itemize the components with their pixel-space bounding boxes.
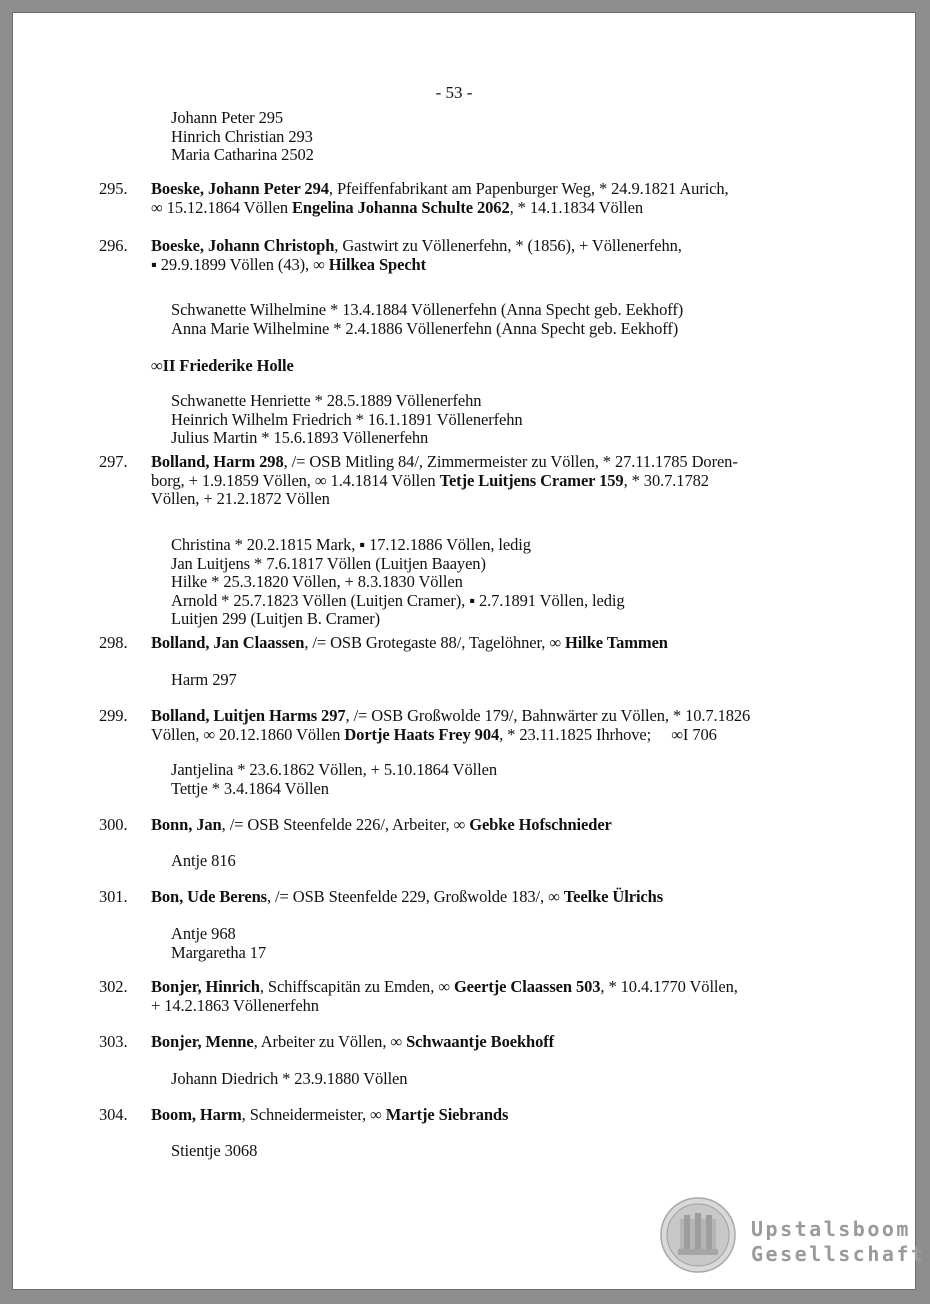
person-name: Boom, Harm (151, 1105, 242, 1124)
person-name: Bonjer, Hinrich (151, 977, 260, 996)
entry-number: 302. (99, 977, 128, 996)
entry-detail: , /= OSB Steenfelde 229, Großwolde 183/, ∞ (267, 887, 564, 906)
spouse-name: Tetje Luitjens Cramer 159 (439, 470, 624, 490)
spouse-name: Friederike Holle (179, 356, 294, 375)
document-page (13, 13, 926, 1289)
child-entry: Christina * 20.2.1815 Mark, ▪ 17.12.1886 Völlen, ledig (171, 535, 531, 554)
child-entry: Luitjen 299 (Luitjen B. Cramer) (171, 609, 381, 628)
entry-detail: ∞ 15.12.1864 Völlen (151, 197, 292, 217)
entry-number: 295. (99, 179, 128, 198)
entry-detail: Völlen, ∞ 20.12.1860 Völlen (151, 724, 345, 744)
child-entry: Hilke * 25.3.1820 Völlen, + 8.3.1830 Völlen (171, 572, 463, 591)
entry-detail: , /= OSB Mitling 84/, Zimmermeister zu Völlen, * 27.11.1785 Doren- (283, 452, 738, 471)
person-name: Bonjer, Menne (151, 1032, 254, 1051)
child-entry: Anna Marie Wilhelmine * 2.4.1886 Völlenerfehn (Anna Specht geb. Eekhoff) (171, 318, 679, 338)
entry-number: 301. (99, 887, 128, 906)
watermark-text (751, 1217, 926, 1267)
entry-detail: , /= OSB Grotegaste 88/, Tagelöhner, ∞ (304, 633, 566, 652)
entry-text (151, 237, 856, 274)
person-name: Boeske, Johann Christoph (151, 236, 335, 255)
child-entry: Jan Luitjens * 7.6.1817 Völlen (Luitjen Baayen) (171, 553, 486, 573)
entry-detail: , * 23.11.1825 Ihrhove; ∞I 706 (499, 724, 717, 744)
spouse-name: Geertje Claassen 503 (453, 977, 601, 996)
spouse-name: Hilke Tammen (565, 633, 668, 652)
entry-number: 299. (99, 706, 128, 725)
watermark-line-2: Gesellschaft (751, 1242, 926, 1266)
entry-number: 304. (99, 1105, 128, 1124)
entry-detail: , Schneidermeister, ∞ (241, 1105, 386, 1124)
child-entry: Johann Peter 295 (171, 108, 284, 127)
entry-text (151, 180, 856, 217)
entry-text (151, 888, 856, 907)
entry-text (151, 978, 856, 1015)
entry-detail: , * 10.4.1770 Völlen, (600, 977, 738, 996)
page-number: - 53 - (435, 83, 473, 102)
entry-detail: , /= OSB Großwolde 179/, Bahnwärter zu Völlen, * 10.7.1826 (345, 706, 751, 725)
second-marriage-marker: ∞II (151, 356, 180, 375)
entry-text (151, 453, 856, 509)
seal-icon (660, 1197, 736, 1273)
entry-detail: , Gastwirt zu Völlenerfehn, * (1856), + Völlenerfehn, (334, 236, 682, 255)
entry-number: 303. (99, 1032, 128, 1051)
child-entry: Hinrich Christian 293 (171, 126, 313, 146)
entry-number: 297. (99, 452, 128, 471)
spouse-name: Hilkea Specht (328, 254, 427, 274)
spouse-name: Dortje Haats Frey 904 (344, 724, 500, 744)
entry-detail: , * 14.1.1834 Völlen (509, 197, 643, 217)
spouse-name: Martje Siebrands (385, 1105, 509, 1124)
person-name: Bonn, Jan (151, 815, 222, 834)
entry-detail: , Arbeiter zu Völlen, ∞ (253, 1032, 407, 1051)
entry-text (151, 816, 856, 835)
child-entry: Antje 816 (171, 851, 236, 870)
spouse-name: Schwaantje Boekhoff (406, 1032, 555, 1051)
person-name: Boeske, Johann Peter 294 (151, 179, 329, 198)
child-entry: Heinrich Wilhelm Friedrich * 16.1.1891 Völlenerfehn (171, 409, 523, 429)
child-entry: Tettje * 3.4.1864 Völlen (171, 778, 329, 798)
child-entry: Harm 297 (171, 670, 237, 689)
spouse-name: Engelina Johanna Schulte 2062 (292, 197, 510, 217)
child-entry: Julius Martin * 15.6.1893 Völlenerfehn (171, 428, 429, 447)
child-entry: Maria Catharina 2502 (171, 145, 314, 164)
entry-text (151, 707, 856, 744)
entry-detail: + 14.2.1863 Völlenerfehn (151, 995, 319, 1015)
child-entry: Schwanette Wilhelmine * 13.4.1884 Völlenerfehn (Anna Specht geb. Eekhoff) (171, 300, 684, 319)
person-name: Bolland, Jan Claassen (151, 633, 305, 652)
entry-detail: Völlen, + 21.2.1872 Völlen (151, 489, 330, 508)
child-entry: Johann Diedrich * 23.9.1880 Völlen (171, 1069, 408, 1088)
entry-detail: borg, + 1.9.1859 Völlen, ∞ 1.4.1814 Völlen (151, 470, 440, 490)
child-entry: Stientje 3068 (171, 1141, 258, 1160)
entry-number: 298. (99, 633, 128, 652)
child-entry: Jantjelina * 23.6.1862 Völlen, + 5.10.1864 Völlen (171, 760, 497, 779)
entry-text (151, 634, 856, 653)
child-entry: Antje 968 (171, 924, 236, 943)
child-entry: Arnold * 25.7.1823 Völlen (Luitjen Cramer), ▪ 2.7.1891 Völlen, ledig (171, 590, 625, 610)
entry-detail: , * 30.7.1782 (623, 470, 709, 490)
entry-text (151, 1106, 856, 1125)
spouse-name: Teelke Ülrichs (563, 887, 664, 906)
entry-detail: , /= OSB Steenfelde 226/, Arbeiter, ∞ (221, 815, 470, 834)
child-entry: Schwanette Henriette * 28.5.1889 Völlenerfehn (171, 391, 482, 410)
spouse-name: Gebke Hofschnieder (469, 815, 612, 834)
child-entry: Margaretha 17 (171, 942, 267, 962)
entry-detail: ▪ 29.9.1899 Völlen (43), ∞ (151, 254, 329, 274)
person-name: Bolland, Luitjen Harms 297 (151, 706, 346, 725)
watermark-line-1: Upstalsboom (751, 1217, 911, 1241)
second-marriage (151, 357, 856, 376)
person-name: Bon, Ude Berens (151, 887, 267, 906)
entry-detail: , Pfeiffenfabrikant am Papenburger Weg, * 24.9.1821 Aurich, (328, 179, 729, 198)
entry-number: 296. (99, 236, 128, 255)
entry-number: 300. (99, 815, 128, 834)
entry-text (151, 1033, 856, 1052)
person-name: Bolland, Harm 298 (151, 452, 284, 471)
entry-detail: , Schiffscapitän zu Emden, ∞ (259, 977, 454, 996)
